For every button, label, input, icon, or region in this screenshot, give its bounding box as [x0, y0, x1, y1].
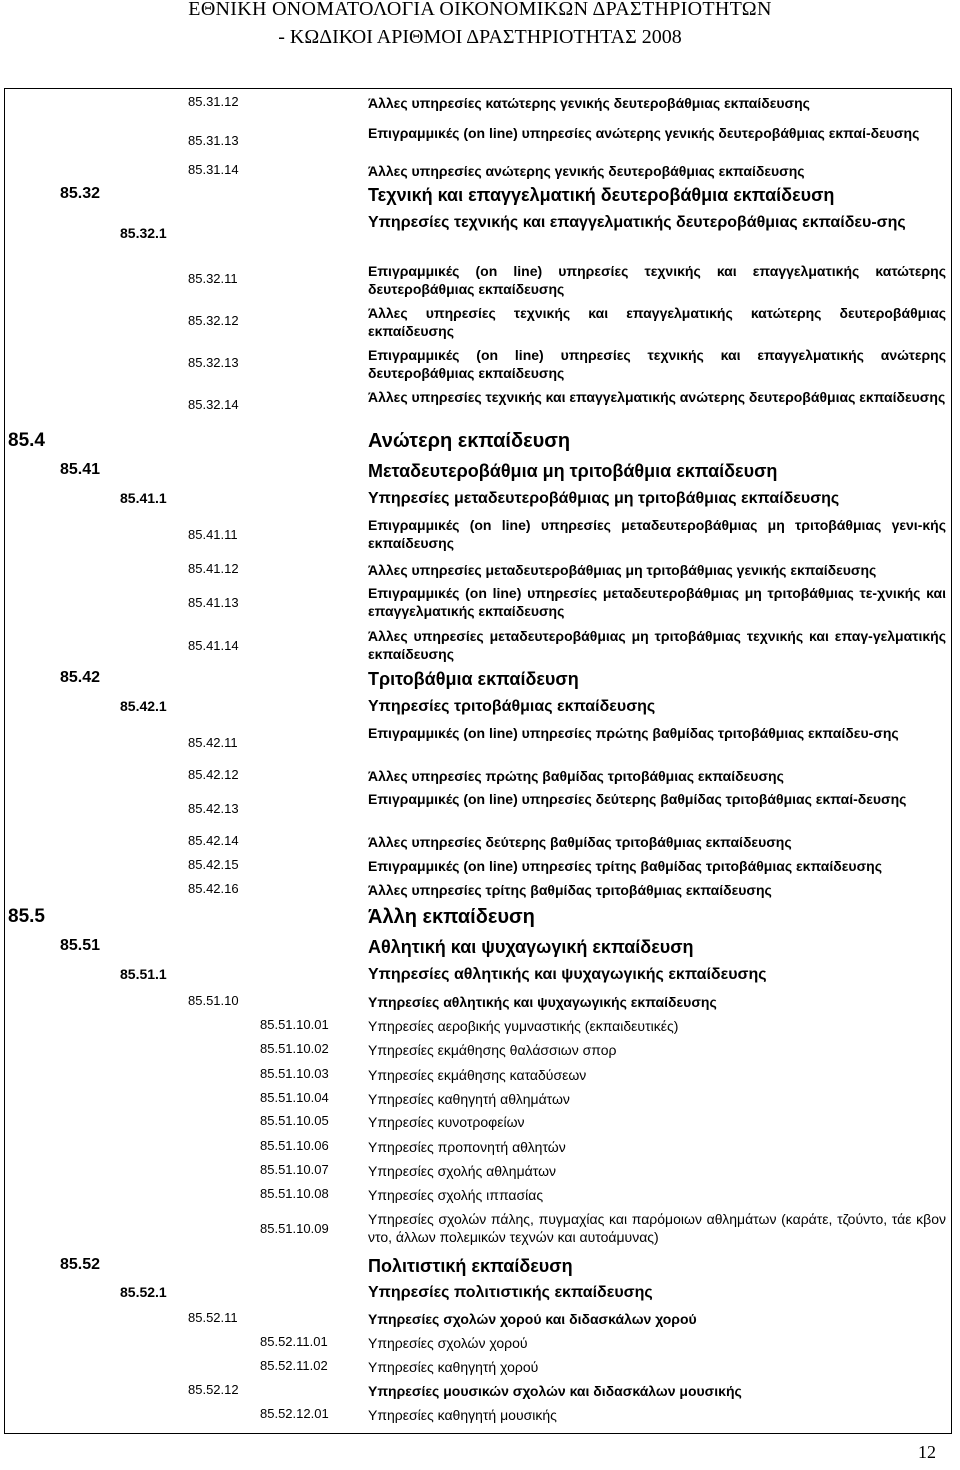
row-description: Άλλες υπηρεσίες τρίτης βαθμίδας τριτοβάθμιας εκπαίδευσης: [368, 882, 772, 898]
table-row: [0, 214, 960, 254]
header-title: ΕΘΝΙΚΗ ΟΝΟΜΑΤΟΛΟΓΙΑ ΟΙΚΟΝΟΜΙΚΩΝ ΔΡΑΣΤΗΡΙΟΤΗΤΩΝ: [188, 0, 772, 20]
table-row: [0, 767, 960, 787]
table-row: [0, 461, 960, 487]
row-description: Υπηρεσίες σχολών χορού: [368, 1335, 528, 1351]
row-description: Υπηρεσίες σχολής ιππασίας: [368, 1187, 544, 1203]
row-description: Τεχνική και επαγγελματική δευτεροβάθμια εκπαίδευση: [368, 185, 835, 205]
row-description: Υπηρεσίες εκμάθησης θαλάσσιων σπορ: [368, 1042, 617, 1058]
table-row: [0, 1382, 960, 1402]
table-row: [0, 1090, 960, 1110]
row-code: 85.32.1: [120, 225, 167, 241]
row-code: 85.32.14: [188, 397, 239, 412]
row-code: 85.42.13: [188, 801, 239, 816]
row-code: 85.41.11: [188, 527, 238, 542]
row-code: 85.52.11.02: [260, 1358, 328, 1373]
table-row: [0, 490, 960, 514]
table-row: [0, 698, 960, 722]
row-code: 85.4: [8, 430, 45, 451]
table-row: [0, 516, 960, 556]
row-code: 85.51.10.02: [260, 1041, 329, 1056]
table-row: [0, 857, 960, 877]
table-row: [0, 1334, 960, 1354]
table-row: [0, 430, 960, 458]
row-description: Άλλες υπηρεσίες μεταδευτεροβάθμιας μη τριτοβάθμιας γενικής εκπαίδευσης: [368, 562, 877, 578]
row-description: Επιγραμμικές (on line) υπηρεσίες τεχνικής και επαγγελματικής κατώτερης δευτεροβάθμιας εκπαίδευσης: [368, 263, 946, 297]
row-code: 85.51.10.04: [260, 1090, 329, 1105]
table-row: [0, 1186, 960, 1206]
table-row: [0, 185, 960, 211]
table-row: [0, 388, 960, 424]
table-row: [0, 790, 960, 830]
row-description: Επιγραμμικές (on line) υπηρεσίες πρώτης βαθμίδας τριτοβάθμιας εκπαίδευ-σης: [368, 725, 899, 741]
row-code: 85.52.1: [120, 1284, 167, 1300]
table-row: [0, 833, 960, 853]
row-description: Άλλες υπηρεσίες τεχνικής και επαγγελματικής κατώτερης δευτεροβάθμιας εκπαίδευσης: [368, 305, 946, 339]
row-description: Άλλες υπηρεσίες δεύτερης βαθμίδας τριτοβάθμιας εκπαίδευσης: [368, 834, 792, 850]
row-code: 85.51.10.06: [260, 1138, 329, 1153]
table-row: [0, 1138, 960, 1158]
row-code: 85.51.10.03: [260, 1066, 329, 1081]
table-row: [0, 162, 960, 182]
row-code: 85.31.12: [188, 94, 239, 109]
table-row: [0, 906, 960, 934]
row-code: 85.41: [60, 461, 101, 478]
row-description: Άλλες υπηρεσίες τεχνικής και επαγγελματικής ανώτερης δευτεροβάθμιας εκπαίδευσης: [368, 389, 946, 405]
row-description: Υπηρεσίες καθηγητή χορού: [368, 1359, 539, 1375]
table-row: [0, 724, 960, 764]
table-row: [0, 1256, 960, 1282]
row-code: 85.42.12: [188, 767, 239, 782]
row-description: Υπηρεσίες κυνοτροφείων: [368, 1114, 525, 1130]
row-code: 85.42.11: [188, 735, 238, 750]
row-code: 85.31.14: [188, 162, 239, 177]
table-row: [0, 937, 960, 965]
row-code: 85.32.11: [188, 271, 238, 286]
row-description: Υπηρεσίες προπονητή αθλητών: [368, 1139, 566, 1155]
table-row: [0, 1284, 960, 1308]
document-header: [0, 0, 960, 56]
table-row: [0, 669, 960, 697]
row-description: Υπηρεσίες μουσικών σχολών και διδασκάλων μουσικής: [368, 1383, 742, 1399]
row-description: Υπηρεσίες τεχνικής και επαγγελματικής δευτεροβάθμιας εκπαίδευ-σης: [368, 214, 906, 231]
row-code: 85.32.13: [188, 355, 239, 370]
row-description: Υπηρεσίες καθηγητή μουσικής: [368, 1407, 557, 1423]
row-description: Άλλες υπηρεσίες ανώτερης γενικής δευτεροβάθμιας εκπαίδευσης: [368, 163, 805, 179]
table-row: [0, 561, 960, 581]
table-row: [0, 1310, 960, 1330]
row-code: 85.42.15: [188, 857, 239, 872]
row-code: 85.42.16: [188, 881, 239, 896]
row-description: Αθλητική και ψυχαγωγική εκπαίδευση: [368, 937, 694, 957]
table-row: [0, 881, 960, 901]
row-description: Υπηρεσίες καθηγητή αθλημάτων: [368, 1091, 570, 1107]
row-code: 85.32.12: [188, 313, 239, 328]
row-code: 85.51.1: [120, 966, 167, 982]
row-description: Μεταδευτεροβάθμια μη τριτοβάθμια εκπαίδευση: [368, 461, 778, 481]
row-code: 85.42.14: [188, 833, 239, 848]
row-description: Επιγραμμικές (on line) υπηρεσίες δεύτερης βαθμίδας τριτοβάθμιας εκπαί-δευσης: [368, 791, 907, 807]
row-description: Υπηρεσίες εκμάθησης καταδύσεων: [368, 1067, 587, 1083]
row-code: 85.51.10.07: [260, 1162, 329, 1177]
row-description: Τριτοβάθμια εκπαίδευση: [368, 669, 579, 689]
table-row: [0, 1017, 960, 1037]
row-description: Επιγραμμικές (on line) υπηρεσίες ανώτερης γενικής δευτεροβάθμιας εκπαί-δευσης: [368, 125, 920, 141]
row-code: 85.51.10.09: [260, 1221, 329, 1236]
table-row: [0, 993, 960, 1013]
table-row: [0, 1066, 960, 1086]
row-description: Επιγραμμικές (on line) υπηρεσίες τεχνικής και επαγγελματικής ανώτερης δευτεροβάθμιας εκπαίδευσης: [368, 347, 946, 381]
page-number: 12: [918, 1442, 936, 1462]
table-row: [0, 1041, 960, 1061]
header-subtitle: - ΚΩΔΙΚΟΙ ΑΡΙΘΜΟΙ ΔΡΑΣΤΗΡΙΟΤΗΤΑΣ 2008: [278, 26, 682, 48]
table-row: [0, 584, 960, 624]
row-code: 85.51.10.08: [260, 1186, 329, 1201]
row-code: 85.52.12.01: [260, 1406, 329, 1421]
row-description: Επιγραμμικές (on line) υπηρεσίες μεταδευτεροβάθμιας μη τριτοβάθμιας γενι-κής εκπαίδευσης: [368, 517, 946, 551]
row-code: 85.52.11: [188, 1310, 238, 1325]
row-description: Επιγραμμικές (on line) υπηρεσίες τρίτης βαθμίδας τριτοβάθμιας εκπαίδευσης: [368, 858, 882, 874]
row-description: Υπηρεσίες αθλητικής και ψυχαγωγικής εκπαίδευσης: [368, 994, 717, 1010]
row-description: Υπηρεσίες αθλητικής και ψυχαγωγικής εκπαίδευσης: [368, 966, 767, 983]
row-code: 85.42.1: [120, 698, 167, 714]
row-code: 85.41.13: [188, 595, 239, 610]
row-description: Υπηρεσίες μεταδευτεροβάθμιας μη τριτοβάθμιας εκπαίδευσης: [368, 490, 840, 507]
row-description: Υπηρεσίες αεροβικής γυμναστικής (εκπαιδευτικές): [368, 1018, 679, 1034]
row-code: 85.51.10.01: [260, 1017, 329, 1032]
row-code: 85.41.12: [188, 561, 239, 576]
row-code: 85.51.10: [188, 993, 239, 1008]
row-code: 85.51: [60, 937, 101, 954]
table-row: [0, 1406, 960, 1426]
row-description: Επιγραμμικές (on line) υπηρεσίες μεταδευτεροβάθμιας μη τριτοβάθμιας τε-χνικής και επαγγελματικής εκπαίδευσης: [368, 585, 946, 619]
table-row: [0, 94, 960, 114]
row-description: Υπηρεσίες πολιτιστικής εκπαίδευσης: [368, 1284, 653, 1301]
row-code: 85.41.14: [188, 638, 239, 653]
table-row: [0, 124, 960, 160]
row-description: Υπηρεσίες τριτοβάθμιας εκπαίδευσης: [368, 698, 656, 715]
row-code: 85.5: [8, 906, 45, 927]
row-description: Υπηρεσίες σχολών πάλης, πυγμαχίας και παρόμοιων αθλημάτων (καράτε, τζούντο, τάε κβον ντο, άλλων πολεμικών τεχνών και αυτοάμυνας): [368, 1211, 946, 1245]
row-code: 85.51.10.05: [260, 1113, 329, 1128]
row-description: Ανώτερη εκπαίδευση: [368, 430, 571, 452]
row-description: Πολιτιστική εκπαίδευση: [368, 1256, 573, 1276]
row-code: 85.52.11.01: [260, 1334, 328, 1349]
table-row: [0, 304, 960, 340]
row-description: Υπηρεσίες σχολής αθλημάτων: [368, 1163, 556, 1179]
table-row: [0, 1210, 960, 1250]
table-row: [0, 1358, 960, 1378]
row-code: 85.32: [60, 185, 101, 202]
table-row: [0, 627, 960, 667]
row-description: Άλλη εκπαίδευση: [368, 906, 535, 928]
row-code: 85.31.13: [188, 133, 239, 148]
row-description: Άλλες υπηρεσίες κατώτερης γενικής δευτεροβάθμιας εκπαίδευσης: [368, 95, 810, 111]
row-description: Υπηρεσίες σχολών χορού και διδασκάλων χορού: [368, 1311, 697, 1327]
table-row: [0, 1113, 960, 1133]
row-code: 85.52: [60, 1256, 101, 1273]
table-row: [0, 262, 960, 298]
table-row: [0, 346, 960, 382]
table-row: [0, 1162, 960, 1182]
row-code: 85.52.12: [188, 1382, 239, 1397]
row-code: 85.41.1: [120, 490, 167, 506]
row-description: Άλλες υπηρεσίες πρώτης βαθμίδας τριτοβάθμιας εκπαίδευσης: [368, 768, 784, 784]
row-code: 85.42: [60, 669, 101, 686]
row-description: Άλλες υπηρεσίες μεταδευτεροβάθμιας μη τριτοβάθμιας τεχνικής και επαγ-γελματικής εκπαίδευσης: [368, 628, 946, 662]
table-row: [0, 966, 960, 990]
